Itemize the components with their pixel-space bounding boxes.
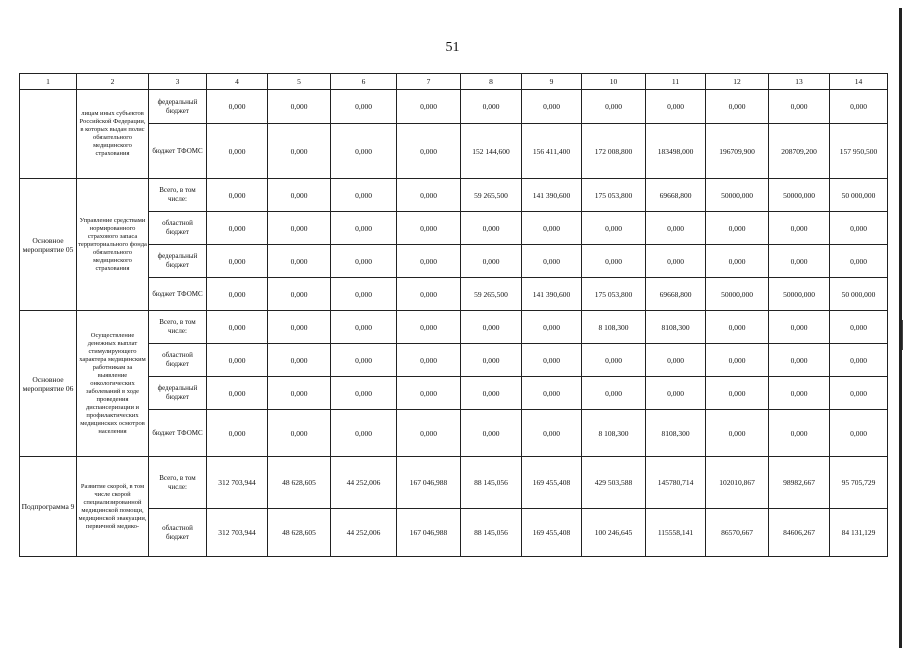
activity-description: Осуществление денежных выплат стимулирующего характера медицинским работникам за выявление онкологических заболеваний в ходе проведения диспансеризации и профилактических медицинских осмотров населения — [77, 311, 149, 457]
funding-source: Всего, в том числе: — [149, 457, 207, 509]
value-cell: 0,000 — [268, 90, 331, 124]
value-cell: 0,000 — [331, 245, 397, 278]
value-cell: 141 390,600 — [522, 278, 582, 311]
value-cell: 8 108,300 — [582, 410, 646, 457]
header-cell: 14 — [830, 74, 888, 90]
funding-source: бюджет ТФОМС — [149, 124, 207, 179]
value-cell: 0,000 — [331, 410, 397, 457]
value-cell: 0,000 — [769, 245, 830, 278]
header-cell: 7 — [397, 74, 461, 90]
value-cell: 0,000 — [769, 311, 830, 344]
page-number: 51 — [445, 40, 460, 55]
value-cell: 312 703,944 — [207, 457, 268, 509]
header-cell: 5 — [268, 74, 331, 90]
value-cell: 50000,000 — [769, 278, 830, 311]
table-row — [20, 278, 888, 311]
table-row — [20, 90, 888, 124]
header-cell: 3 — [149, 74, 207, 90]
value-cell: 0,000 — [646, 377, 706, 410]
value-cell: 0,000 — [646, 90, 706, 124]
value-cell: 0,000 — [331, 212, 397, 245]
funding-source: бюджет ТФОМС — [149, 410, 207, 457]
value-cell: 69668,800 — [646, 179, 706, 212]
header-cell: 11 — [646, 74, 706, 90]
value-cell: 0,000 — [522, 245, 582, 278]
value-cell: 0,000 — [522, 212, 582, 245]
value-cell: 0,000 — [461, 90, 522, 124]
value-cell: 59 265,500 — [461, 179, 522, 212]
value-cell: 0,000 — [582, 377, 646, 410]
funding-source: областной бюджет — [149, 344, 207, 377]
value-cell: 141 390,600 — [522, 179, 582, 212]
funding-source: федеральный бюджет — [149, 90, 207, 124]
table-row — [20, 179, 888, 212]
value-cell: 0,000 — [397, 90, 461, 124]
value-cell: 208709,200 — [769, 124, 830, 179]
value-cell: 0,000 — [830, 377, 888, 410]
value-cell: 196709,900 — [706, 124, 769, 179]
value-cell: 0,000 — [461, 245, 522, 278]
value-cell: 0,000 — [582, 245, 646, 278]
value-cell: 169 455,408 — [522, 457, 582, 509]
value-cell: 0,000 — [830, 212, 888, 245]
value-cell: 145780,714 — [646, 457, 706, 509]
value-cell: 0,000 — [207, 212, 268, 245]
table-row — [20, 212, 888, 245]
value-cell: 175 053,800 — [582, 179, 646, 212]
funding-source: областной бюджет — [149, 212, 207, 245]
value-cell: 0,000 — [706, 377, 769, 410]
table-row — [20, 344, 888, 377]
value-cell: 0,000 — [461, 410, 522, 457]
value-cell: 157 950,500 — [830, 124, 888, 179]
activity-description: лицам иных субъектов Российской Федерации, в которых выдан полис обязательного медицинского страхования — [77, 90, 149, 179]
value-cell: 0,000 — [522, 344, 582, 377]
header-row — [20, 74, 888, 90]
header-cell: 4 — [207, 74, 268, 90]
value-cell: 0,000 — [522, 377, 582, 410]
value-cell: 95 705,729 — [830, 457, 888, 509]
value-cell: 0,000 — [268, 377, 331, 410]
value-cell: 0,000 — [268, 212, 331, 245]
value-cell: 175 053,800 — [582, 278, 646, 311]
funding-source: областной бюджет — [149, 509, 207, 557]
value-cell: 0,000 — [769, 90, 830, 124]
value-cell: 0,000 — [706, 311, 769, 344]
value-cell: 0,000 — [397, 278, 461, 311]
value-cell: 0,000 — [461, 311, 522, 344]
table-row — [20, 509, 888, 557]
value-cell: 156 411,400 — [522, 124, 582, 179]
value-cell: 0,000 — [461, 344, 522, 377]
value-cell: 0,000 — [207, 179, 268, 212]
value-cell: 100 246,645 — [582, 509, 646, 557]
value-cell: 0,000 — [582, 90, 646, 124]
value-cell: 312 703,944 — [207, 509, 268, 557]
value-cell: 0,000 — [522, 410, 582, 457]
value-cell: 0,000 — [268, 344, 331, 377]
value-cell: 0,000 — [830, 90, 888, 124]
value-cell: 0,000 — [207, 410, 268, 457]
value-cell: 0,000 — [331, 344, 397, 377]
value-cell: 0,000 — [397, 179, 461, 212]
header-cell: 2 — [77, 74, 149, 90]
funding-source: Всего, в том числе: — [149, 179, 207, 212]
value-cell: 0,000 — [397, 344, 461, 377]
value-cell: 0,000 — [268, 410, 331, 457]
value-cell: 0,000 — [268, 278, 331, 311]
value-cell: 50000,000 — [706, 179, 769, 212]
value-cell: 0,000 — [207, 124, 268, 179]
value-cell: 0,000 — [397, 377, 461, 410]
value-cell: 0,000 — [331, 90, 397, 124]
header-cell: 8 — [461, 74, 522, 90]
table-row — [20, 124, 888, 179]
header-cell: 1 — [20, 74, 77, 90]
value-cell: 0,000 — [397, 124, 461, 179]
value-cell: 0,000 — [830, 344, 888, 377]
value-cell: 0,000 — [830, 410, 888, 457]
value-cell: 0,000 — [830, 245, 888, 278]
activity-label: Основное мероприятие 05 — [20, 179, 77, 311]
value-cell: 86570,667 — [706, 509, 769, 557]
value-cell: 0,000 — [582, 212, 646, 245]
value-cell: 0,000 — [397, 212, 461, 245]
value-cell: 0,000 — [461, 212, 522, 245]
header-cell: 10 — [582, 74, 646, 90]
value-cell: 50 000,000 — [830, 179, 888, 212]
value-cell: 167 046,988 — [397, 509, 461, 557]
value-cell: 0,000 — [207, 245, 268, 278]
value-cell: 0,000 — [207, 311, 268, 344]
value-cell: 0,000 — [582, 344, 646, 377]
value-cell: 0,000 — [706, 212, 769, 245]
value-cell: 0,000 — [207, 344, 268, 377]
value-cell: 0,000 — [646, 245, 706, 278]
value-cell: 0,000 — [397, 311, 461, 344]
value-cell: 48 628,605 — [268, 457, 331, 509]
value-cell: 0,000 — [646, 344, 706, 377]
value-cell: 0,000 — [331, 124, 397, 179]
header-cell: 6 — [331, 74, 397, 90]
value-cell: 8108,300 — [646, 410, 706, 457]
value-cell: 0,000 — [706, 245, 769, 278]
value-cell: 8 108,300 — [582, 311, 646, 344]
value-cell: 0,000 — [397, 410, 461, 457]
value-cell: 84 131,129 — [830, 509, 888, 557]
value-cell: 0,000 — [397, 245, 461, 278]
value-cell: 0,000 — [207, 377, 268, 410]
header-cell: 9 — [522, 74, 582, 90]
value-cell: 44 252,006 — [331, 457, 397, 509]
value-cell: 429 503,588 — [582, 457, 646, 509]
value-cell: 59 265,500 — [461, 278, 522, 311]
value-cell: 0,000 — [830, 311, 888, 344]
value-cell: 0,000 — [522, 311, 582, 344]
value-cell: 0,000 — [706, 90, 769, 124]
value-cell: 8108,300 — [646, 311, 706, 344]
scan-edge-mark — [902, 320, 903, 350]
value-cell: 102010,867 — [706, 457, 769, 509]
value-cell: 0,000 — [331, 179, 397, 212]
funding-source: федеральный бюджет — [149, 377, 207, 410]
value-cell: 44 252,006 — [331, 509, 397, 557]
activity-label: Подпрограмма 9 — [20, 457, 77, 557]
header-cell: 12 — [706, 74, 769, 90]
value-cell: 0,000 — [706, 344, 769, 377]
value-cell: 152 144,600 — [461, 124, 522, 179]
value-cell: 0,000 — [706, 410, 769, 457]
value-cell: 167 046,988 — [397, 457, 461, 509]
value-cell: 0,000 — [331, 377, 397, 410]
table-row — [20, 410, 888, 457]
value-cell: 0,000 — [207, 90, 268, 124]
value-cell: 172 008,800 — [582, 124, 646, 179]
table-row — [20, 245, 888, 278]
budget-table — [19, 73, 888, 557]
value-cell: 0,000 — [268, 179, 331, 212]
value-cell: 0,000 — [769, 410, 830, 457]
value-cell: 0,000 — [207, 278, 268, 311]
value-cell: 183498,000 — [646, 124, 706, 179]
value-cell: 84606,267 — [769, 509, 830, 557]
value-cell: 0,000 — [522, 90, 582, 124]
value-cell: 69668,800 — [646, 278, 706, 311]
value-cell: 0,000 — [646, 212, 706, 245]
value-cell: 50000,000 — [706, 278, 769, 311]
table-row — [20, 311, 888, 344]
value-cell: 50 000,000 — [830, 278, 888, 311]
table-row — [20, 457, 888, 509]
value-cell: 98982,667 — [769, 457, 830, 509]
value-cell: 88 145,056 — [461, 457, 522, 509]
value-cell: 0,000 — [769, 212, 830, 245]
funding-source: федеральный бюджет — [149, 245, 207, 278]
value-cell: 0,000 — [268, 245, 331, 278]
value-cell: 0,000 — [461, 377, 522, 410]
table-row — [20, 377, 888, 410]
value-cell: 115558,141 — [646, 509, 706, 557]
funding-source: Всего, в том числе: — [149, 311, 207, 344]
value-cell: 88 145,056 — [461, 509, 522, 557]
value-cell: 48 628,605 — [268, 509, 331, 557]
header-cell: 13 — [769, 74, 830, 90]
value-cell: 0,000 — [331, 278, 397, 311]
value-cell: 0,000 — [268, 311, 331, 344]
value-cell: 0,000 — [268, 124, 331, 179]
value-cell: 0,000 — [769, 377, 830, 410]
value-cell: 169 455,408 — [522, 509, 582, 557]
funding-source: бюджет ТФОМС — [149, 278, 207, 311]
activity-description: Управление средствами нормированного страхового запаса территориального фонда обязательного медицинского страхования — [77, 179, 149, 311]
value-cell: 0,000 — [769, 344, 830, 377]
value-cell: 0,000 — [331, 311, 397, 344]
activity-description: Развитие скорой, в том числе скорой специализированной медицинской помощи, медицинской эвакуации, первичной медико- — [77, 457, 149, 557]
activity-label — [20, 90, 77, 179]
value-cell: 50000,000 — [769, 179, 830, 212]
activity-label: Основное мероприятие 06 — [20, 311, 77, 457]
